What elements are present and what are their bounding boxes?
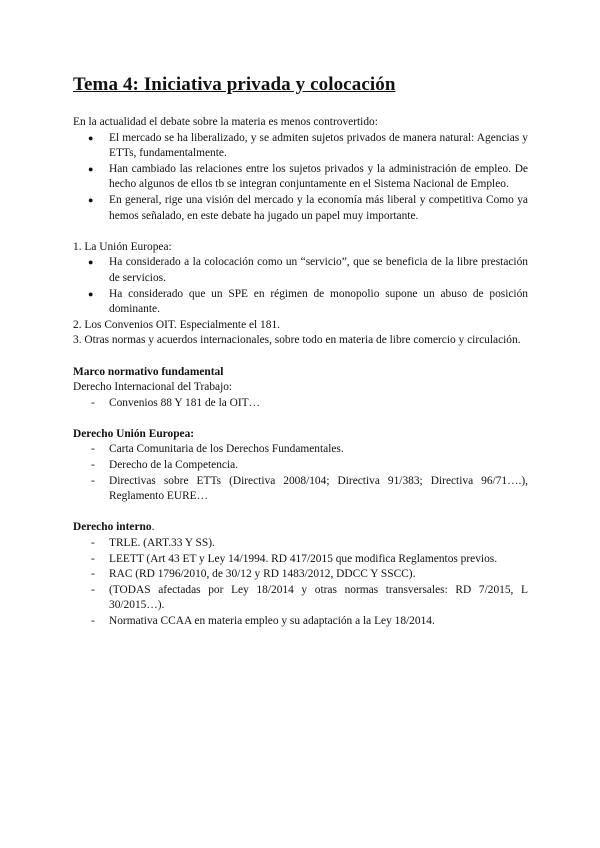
derecho-interno-heading-suffix: . — [151, 521, 155, 534]
list-item: - Carta Comunitaria de los Derechos Fundamentales. — [73, 442, 528, 458]
list-item: ● Ha considerado que un SPE en régimen de monopolio supone un abuso de posición dominante. — [73, 287, 528, 318]
list-item: - RAC (RD 1796/2010, de 30/12 y RD 1483/2012, DDCC Y SSCC). — [73, 567, 528, 583]
marco-list — [73, 396, 528, 412]
list-item: - Convenios 88 Y 181 de la OIT… — [73, 396, 528, 412]
item-2: 2. Los Convenios OIT. Especialmente el 181. — [73, 318, 280, 331]
list-item: - LEETT (Art 43 ET y Ley 14/1994. RD 417/2015 que modifica Reglamentos previos. — [73, 552, 528, 568]
ue-bullet-list — [73, 255, 528, 317]
derecho-interno-heading: Derecho interno — [73, 521, 152, 534]
intro-bullet-list — [73, 131, 528, 225]
derecho-interno-heading-line — [73, 520, 528, 536]
marco-heading: Marco normativo fundamental — [73, 365, 224, 378]
page-title: Tema 4: Iniciativa privada y colocación — [73, 74, 396, 95]
list-item: - Directivas sobre ETTs (Directiva 2008/104; Directiva 91/383; Directiva 96/71….), Reglamento EURE… — [73, 474, 528, 505]
ue-heading: 1. La Unión Europea: — [73, 240, 172, 253]
list-item: - (TODAS afectadas por Ley 18/2014 y otras normas transversales: RD 7/2015, L 30/2015…). — [73, 583, 528, 614]
list-item: ● Ha considerado a la colocación como un “servicio”, que se beneficia de la libre prestación de servicios. — [73, 255, 528, 286]
derecho-interno-list — [73, 536, 528, 630]
derecho-ue-heading: Derecho Unión Europea: — [73, 427, 195, 440]
list-item: - TRLE. (ART.33 Y SS). — [73, 536, 528, 552]
list-item: ● El mercado se ha liberalizado, y se admiten sujetos privados de manera natural: Agencias y ETTs, fundamentalmente. — [73, 131, 528, 162]
intro-paragraph: En la actualidad el debate sobre la materia es menos controvertido: — [73, 116, 378, 128]
item-3: 3. Otras normas y acuerdos internacionales, sobre todo en materia de libre comercio y circulación. — [73, 334, 521, 347]
list-item: ● En general, rige una visión del mercado y la economía más liberal y competitiva Como ya hemos señalado, en este debate ha jugado un papel muy importante. — [73, 193, 528, 224]
derecho-ue-list — [73, 442, 528, 504]
list-item: - Normativa CCAA en materia empleo y su adaptación a la Ley 18/2014. — [73, 614, 528, 630]
list-item: - Derecho de la Competencia. — [73, 458, 528, 474]
list-item: ● Han cambiado las relaciones entre los sujetos privados y la administración de empleo. De hecho algunos de ellos tb se integran conjuntamente en el Sistema Nacional de Empleo. — [73, 162, 528, 193]
document-body — [73, 115, 528, 630]
marco-subheading: Derecho Internacional del Trabajo: — [73, 381, 233, 394]
